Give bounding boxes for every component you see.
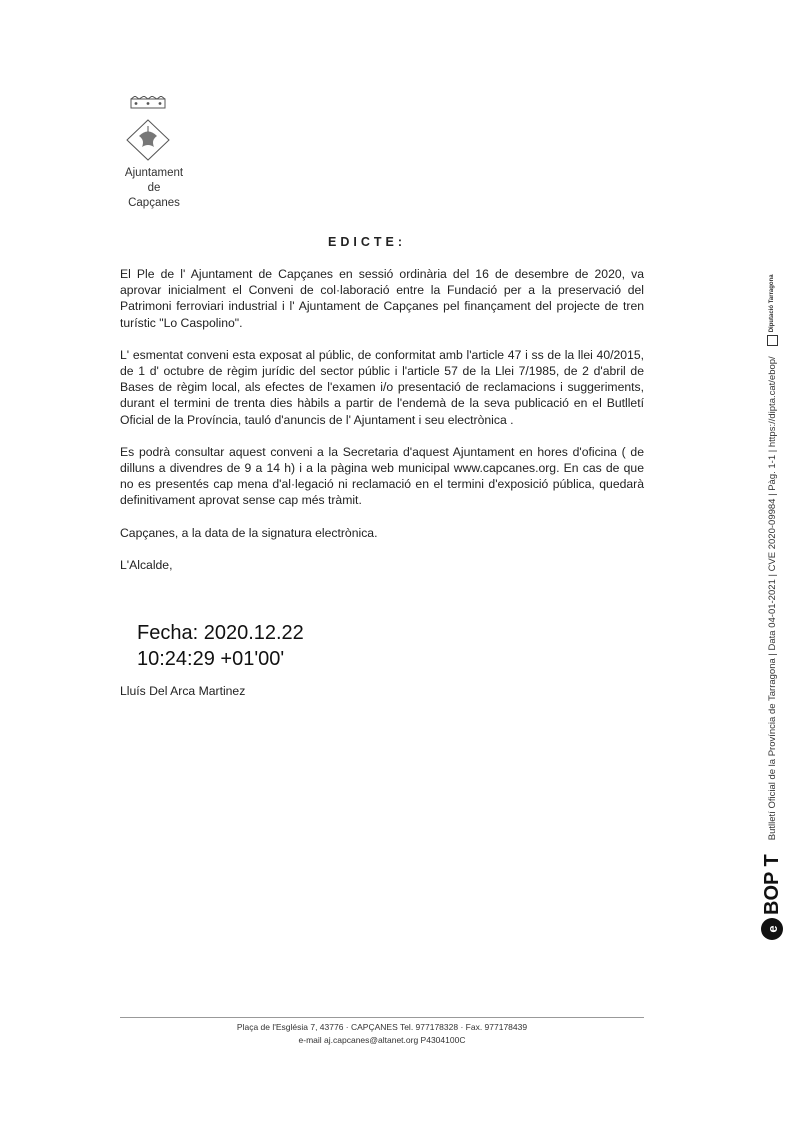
signature-date: [137, 620, 304, 672]
municipality-line: de: [147, 182, 161, 194]
bop-sidebar: [752, 220, 792, 940]
footer: [120, 1021, 644, 1047]
dipta-label: Diputació Tarragona: [769, 274, 775, 333]
body-paragraph: Es podrà consultar aquest conveni a la Secretaria d'aquest Ajuntament en hores d'oficina ( de dilluns a divendres de 9 a 14 h) i a la pàgina web municipal www.capcanes.org. En cas de que no es presentés cap mena d'al·legació ni reclamació en el termini d'exposició pública, quedarà definitivament aprovat sense cap més tràmit.: [120, 444, 644, 508]
body-paragraph: L' esmentat conveni esta exposat al públic, de conformitat amb l'article 47 i ss de la llei 40/2015, de 1 d' octubre de règim jurídic del sector públic i l'article 57 de la Llei 7/1985, de 2 d'abril de Bases de règim local, als efectes de l'examen i/o presentació de reclamacions i suggeriments, durant el termini de trenta dies hàbils a partir de l'endemà de la seva publicació en el Butlletí Oficial de la Província, tauló d'anuncis de l' Ajuntament i seu electrònica .: [120, 347, 644, 427]
municipality-line: Capçanes: [128, 197, 180, 209]
bop-info: Butlletí Oficial de la Província de Tarragona | Data 04-01-2021 | CVE 2020-09984 | Pàg. 1-1 | https://dipta.cat/ebop/: [766, 356, 778, 841]
body-paragraph: El Ple de l' Ajuntament de Capçanes en sessió ordinària del 16 de desembre de 2020, va aprovar inicialment el Conveni de col·laboració entre la Fundació per a la preservació del Patrimoni ferroviari industrial i l' Ajuntament de Capçanes pel finançament del projecte de tren turístic "Lo Caspolino".: [120, 267, 644, 330]
body-paragraph: L'Alcalde,: [120, 557, 173, 572]
bop-logo-text: BOP T: [760, 854, 783, 915]
signature-time-line: 10:24:29 +01'00': [137, 648, 285, 670]
coat-of-arms-icon: [120, 96, 176, 168]
municipality-name: [110, 166, 198, 211]
footer-divider: [120, 1017, 644, 1018]
document-title: EDICTE:: [328, 235, 406, 249]
footer-contact: e-mail aj.capcanes@altanet.org P4304100C: [298, 1035, 466, 1045]
signer-name: Lluís Del Arca Martinez: [120, 684, 246, 698]
bop-e-icon: e: [761, 918, 783, 940]
dipta-icon: [767, 335, 778, 346]
bop-logo: [761, 854, 784, 940]
body-paragraph: Capçanes, a la data de la signatura electrònica.: [120, 525, 378, 540]
dipta-logo: [767, 274, 778, 346]
document-body: [120, 266, 644, 589]
signature-date-line: Fecha: 2020.12.22: [137, 622, 304, 644]
footer-address: Plaça de l'Església 7, 43776 · CAPÇANES Tel. 977178328 · Fax. 977178439: [236, 1022, 528, 1032]
municipality-line: Ajuntament: [124, 167, 184, 179]
